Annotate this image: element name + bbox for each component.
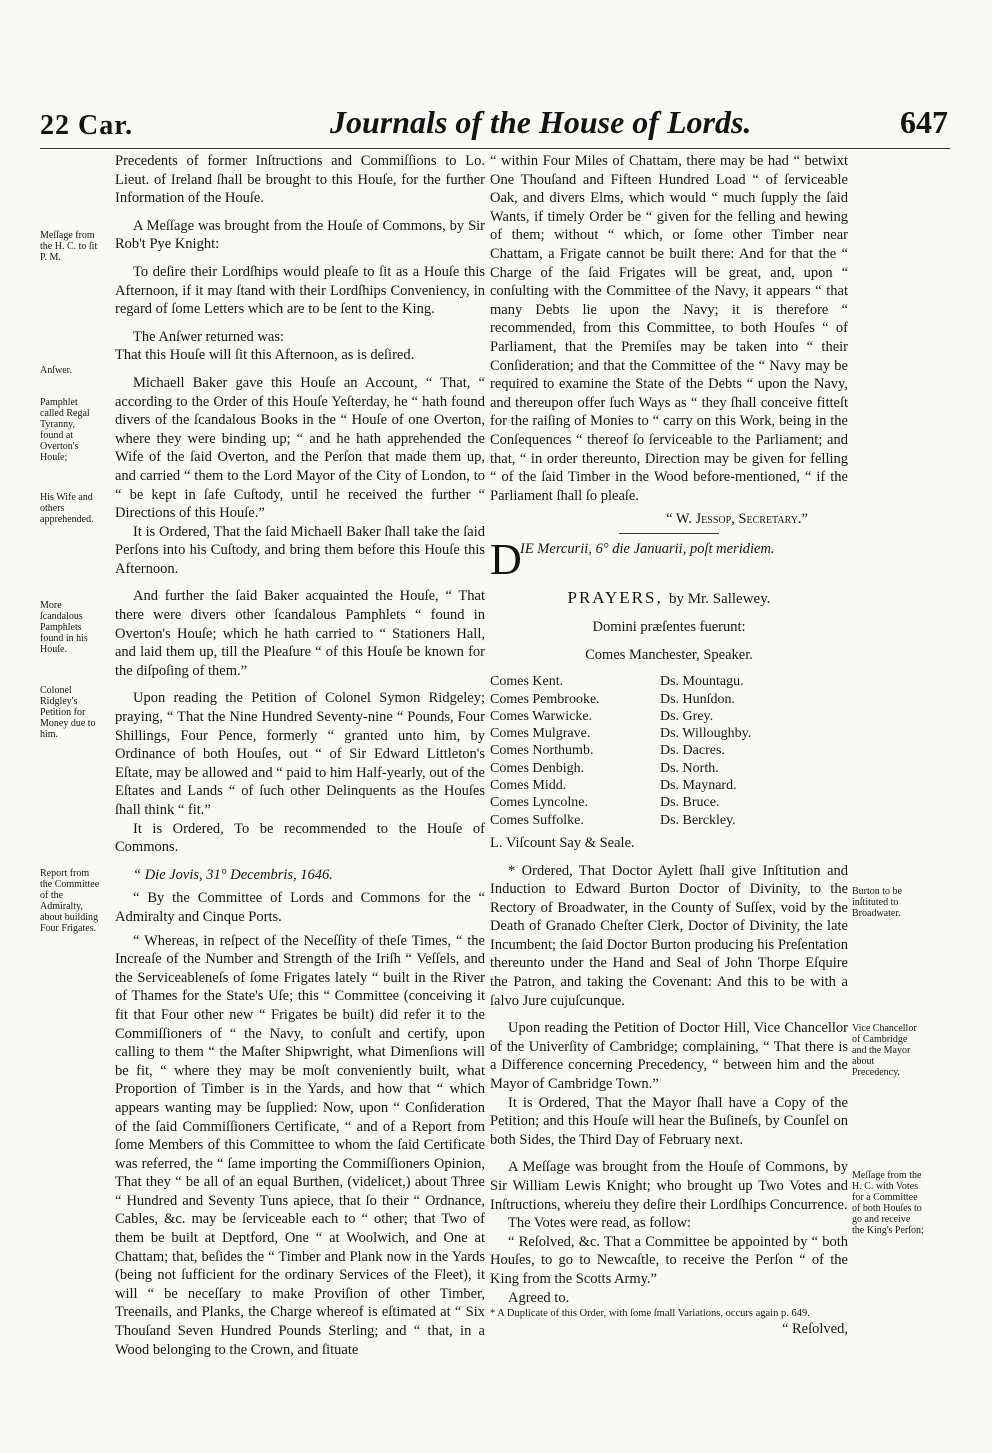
answer-intro: The Anſwer returned was: [133, 328, 284, 345]
message-paragraph: A Meſſage was brought from the Houſe of Commons, by Sir Rob't Pye Knight: [115, 217, 485, 253]
ridgeley-order: It is Ordered, To be recommended to the Houſe of Commons. [115, 820, 485, 856]
margin-note-wife: His Wife and others apprehended. [40, 492, 94, 525]
secretary-signature: “ W. Jessop, Secretary.” [666, 511, 808, 528]
page-number: 647 [900, 104, 948, 140]
header-rule [40, 148, 950, 149]
drop-cap: D [490, 534, 522, 584]
report-committee: “ By the Committee of Lords and Commons for the “ Admiralty and Cinque Ports. [115, 890, 485, 925]
peer-name: Ds. Berckley. [660, 812, 736, 828]
resolved-vote: “ Reſolved, &c. That a Committee be appointed by “ both Houſes, to go to Newcaſtle, to receive the Perſon “ of the King from the Scotts Army.” [490, 1233, 848, 1287]
lewis-message: A Meſſage was brought from the Houſe of Commons, by Sir William Lewis Knight; who brought up Two Votes and Inſtructions, whereiu they deſire their Lordſhips Concurrence. [490, 1159, 848, 1213]
prayers-label: PRAYERS, [567, 588, 663, 608]
margin-note-lewis-message: Meſſage from the H. C. with Votes for a Committee of both Houſes to go and receive the King's Perſon; [852, 1170, 924, 1236]
prayers-line [490, 589, 848, 609]
margin-note-vice-chancellor: Vice Chancellor of Cambridge and the Mayor about Precedency. [852, 1023, 917, 1078]
footnote: * A Duplicate of this Order, with ſome ſmall Variations, occurs again p. 649. [490, 1308, 810, 1320]
peer-name: Comes Mulgrave. [490, 726, 591, 742]
peer-name: Ds. Dacres. [660, 743, 725, 759]
margin-note-ridgley: Colonel Ridgley's Petition for Money due to him. [40, 685, 96, 740]
margin-note-more-pamphlets: More ſcandalous Pamphlets found in his Houſe. [40, 600, 88, 655]
speaker-line: Comes Manchester, Speaker. [585, 646, 753, 663]
margin-note-burton: Burton to be inſtituted to Broadwater. [852, 886, 902, 919]
prayers-value: by Mr. Sallewey. [668, 591, 771, 608]
margin-note-frigates: Report from the Committee of the Admiralty, about building Four Frigates. [40, 868, 100, 934]
peer-name: Ds. Grey. [660, 708, 714, 724]
regnal-year: 22 Car. [40, 110, 134, 141]
hill-petition: Upon reading the Petition of Doctor Hill, Vice Chancellor of the Univerſity of Cambridge; complaining, “ That there is a Difference concerning Precedency, “ between him and the Mayor of Cambridge Town.” [490, 1020, 848, 1093]
request-paragraph: To deſire their Lordſhips would pleaſe to ſit as a Houſe this Afternoon, if it may ſtand with their Lordſhips Conveniency, in regard of ſome Letters which are to be ſent to the King. [115, 263, 485, 318]
peer-name: Ds. Willoughby. [660, 726, 752, 742]
left-column [115, 152, 485, 1359]
peers-list [490, 673, 830, 829]
precedents-paragraph: Precedents of former Inſtructions and Commiſſions to Lo. Lieut. of Ireland ſhall be brought to this Houſe, for the further Information of the Houſe. [115, 153, 485, 207]
peer-name: Comes Suffolke. [490, 812, 584, 828]
journal-title: Journals of the House of Lords. [330, 104, 752, 140]
peer-name: Ds. North. [660, 760, 719, 776]
peer-name: Comes Pembrooke. [490, 691, 600, 707]
agreed-line: Agreed to. [508, 1289, 570, 1306]
peer-name: Ds. Bruce. [660, 795, 720, 811]
peers-left-column [490, 673, 660, 829]
viscount-line: L. Viſcount Say & Seale. [490, 834, 635, 851]
present-heading: Domini præſentes fuerunt: [592, 619, 746, 636]
peer-name: Ds. Maynard. [660, 778, 737, 794]
report-body: “ Whereas, in reſpect of the Neceſſity of theſe Times, “ the Increaſe of the Number and Strength of the Iriſh “ Veſſels, and the Serviceableneſs of ſome Frigates lately “ built in the River of Thames for the State's Uſe; this “ Committee (conceiving it fit that Four other new “ Frigates be built) did refer it to the Commiſſioners of “ the Navy, to conſult and certify, upon calling to them “ the Maſter Shipwright, what Dimenſions will be fit, “ where they may be moſt conveniently built, what Proportion of Timber is in the Yards, and how that “ which appears wanting may be ſupplied: Now, upon “ Conſideration of the ſaid Commiſſioners Certificate, “ and of a Report from ſome Members of this Committee to whom the ſaid Certificate was referred, the “ ſame importing the Commiſſioners Opinion, That they “ be all of an equal Burthen, (videlicet,) about Three “ Hundred and Seventy Tuns apiece, that ſo their “ Ordnance, Cables, &c. may be ſerviceable each to “ other; that Two of them be built at Deptford, One “ at Woolwich, and One at Chattam; that, beſides the “ Timber and Plank now in the Yards (being not ſufficient for the ordinary Services of the Fleet), it will “ be neceſſary to make Proviſion of other Timber, Treenails, and Planks, the Charge whereof is eſtimated at “ Six Thouſand Seven Hundred Pounds Sterling; and “ that, in a Wood belonging to the Crown, and ſituate [115, 932, 485, 1358]
right-column [490, 152, 848, 1339]
margin-note-answer: Anſwer. [40, 365, 72, 376]
margin-note-message: Meſſage from the H. C. to ſit P. M. [40, 230, 98, 263]
peer-name: Comes Warwicke. [490, 708, 593, 724]
peer-name: Comes Lyncolne. [490, 795, 588, 811]
peer-name: Ds. Hunſdon. [660, 691, 736, 707]
session-date: IE Mercurii, 6° die Januarii, poſt meridiem. [520, 540, 775, 557]
session-heading [490, 534, 848, 584]
votes-read: The Votes were read, as follow: [508, 1215, 692, 1232]
hill-order: It is Ordered, That the Mayor ſhall have a Copy of the Petition; and this Houſe will hear the Buſineſs, by Counſel on both Sides, the Third Day of February next. [490, 1094, 848, 1148]
baker-further: And further the ſaid Baker acquainted the Houſe, “ That there were divers other ſcandalous Pamphlets “ found in Overton's Houſe; which he hath carried to “ Stationers Hall, and laid them up, till the Pleaſure “ of this Houſe be known for the diſpoſing of them.” [115, 588, 485, 679]
catchword: “ Reſolved, [781, 1321, 848, 1338]
baker-account: Michaell Baker gave this Houſe an Account, “ That, “ according to the Order of this Houſe Yeſterday, he “ hath found divers of the ſcandalous Books in the “ Houſe of one Overton, where they were binding up; “ and he hath apprehended the Wife of the ſaid Overton, and the Perſon that made them up, and carried “ them to the Lord Mayor of the City of London, to “ be kept in ſafe Cuſtody, until he received the further “ Directions of this Houſe.” [115, 374, 485, 522]
burton-order: * Ordered, That Doctor Aylett ſhall give Inſtitution and Induction to Edward Burton Doctor of Divinity, to the Rectory of Broadwater, in the County of Suſſex, void by the Death of Granado Cheſter Clerk, Doctor of Divinity, the late Incumbent; the ſaid Doctor Burton producing his Preſentation thereunto under the Hand and Seal of John Thorpe Eſquire the Patron, and taking the Covenant: And this to be with a ſalvo Jure cujuſcunque. [490, 862, 848, 1009]
page-header [0, 100, 992, 150]
peer-name: Comes Kent. [490, 674, 564, 690]
peer-name: Comes Northumb. [490, 743, 594, 759]
peer-name: Ds. Mountagu. [660, 674, 744, 690]
section-rule [619, 533, 719, 534]
answer-text: That this Houſe will ſit this Afternoon, as is deſired. [115, 347, 415, 364]
margin-note-pamphlet: Pamphlet called Regal Tyranny, found at Overton's Houſe; [40, 397, 90, 463]
report-date: “ Die Jovis, 31° Decembris, 1646. [133, 866, 333, 883]
baker-order: It is Ordered, That the ſaid Michaell Baker ſhall take the ſaid Perſons into his Cuſtody, and bring them before this Houſe this Afternoon. [115, 523, 485, 577]
peers-right-column [660, 673, 830, 829]
peer-name: Comes Denbigh. [490, 760, 585, 776]
ridgeley-petition: Upon reading the Petition of Colonel Symon Ridgeley; praying, “ That the Nine Hundred Seventy-nine “ Pounds, Four Shillings, Four Pence, formerly “ granted unto him, by Ordinance of both Houſes, out “ of Sir Edward Littleton's Eſtate, may be allowed and “ paid to him Half-yearly, out of the Eſtates and Lands “ of ſuch other Delinquents as the Houſes ſhall think “ fit.” [115, 690, 485, 818]
report-continuation: “ within Four Miles of Chattam, there may be had “ betwixt One Thouſand and Fifteen Hundred Load “ of ſerviceable Oak, and divers Elms, which would “ much ſupply the ſaid Wants, if timely Order be “ given for the felling and hewing of them; without “ which, or ſome other Timber near Chattam, a Frigate cannot be built there: And for that the “ Charge of the ſaid Frigates will be great, and, upon “ conſulting with the Committee of the Navy, it appears “ that many Debts lie upon the Navy; it is therefore “ recommended, from this Committee, to both Houſes “ of Parliament, that the Premiſes may be taken into “ their Conſideration; and that the Committee of the “ Navy may be required to examine the State of the Debts “ upon the Navy, and thereupon offer ſuch Ways as “ they ſhall conceive fitteſt for the raiſing of Monies to “ carry on this Work, being in the Conſequences “ thereof ſo ſerviceable to the Parliament; and that, “ in order thereunto, Direction may be given for felling “ of the ſaid Timber in the Wood before-mentioned, “ if the Parliament ſhall ſo pleaſe. [490, 153, 848, 504]
peer-name: Comes Midd. [490, 778, 567, 794]
